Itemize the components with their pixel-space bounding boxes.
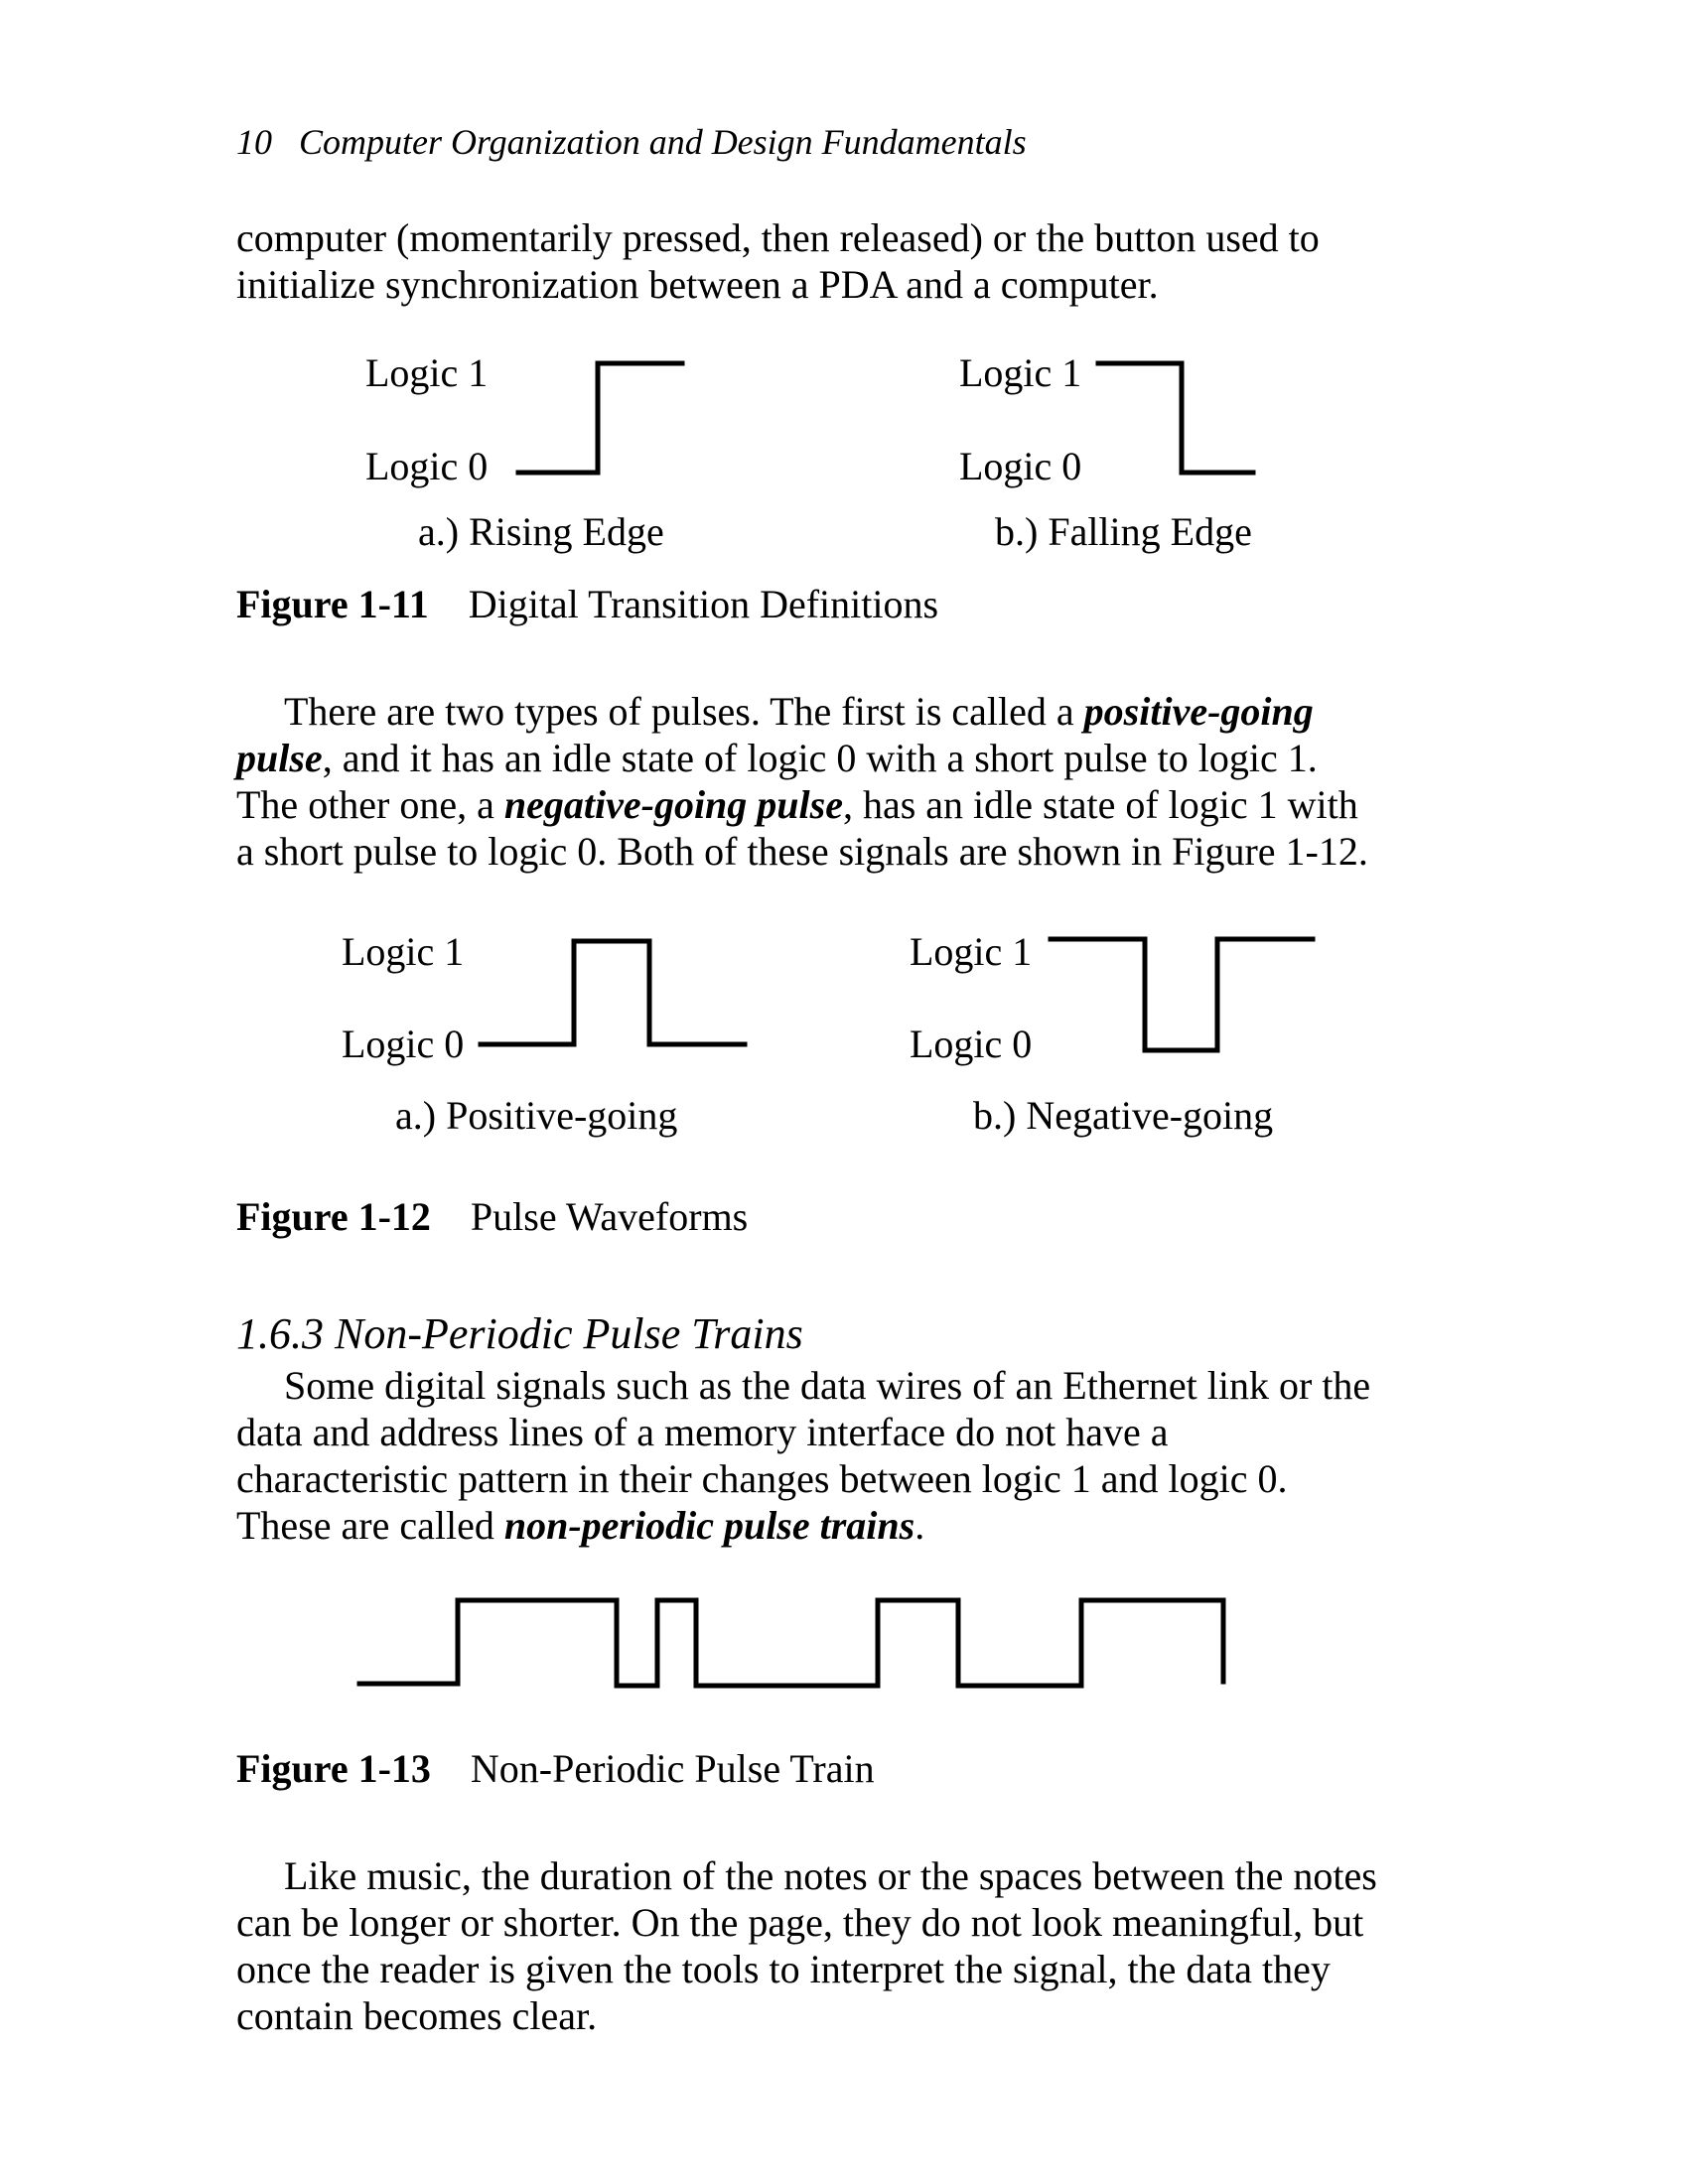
figure-title: Pulse Waveforms [470, 1194, 749, 1239]
negative-logic1-label: Logic 1 [910, 929, 1033, 974]
text-line: Some digital signals such as the data wires of an Ethernet link or the [284, 1363, 1371, 1408]
falling-logic0-label: Logic 0 [959, 444, 1082, 488]
negative-logic0-label: Logic 0 [910, 1022, 1033, 1066]
falling-logic1-label: Logic 1 [959, 350, 1082, 395]
running-title: Computer Organization and Design Fundamentals [299, 122, 1027, 162]
figure-1-13-caption [236, 1745, 875, 1792]
text-line: contain becomes clear. [236, 1993, 598, 2038]
rising-logic0-label: Logic 0 [365, 444, 489, 488]
non-periodic-pulse-train-waveform [359, 1600, 1223, 1686]
term-pulse: pulse [236, 736, 323, 780]
text-line: characteristic pattern in their changes between logic 1 and logic 0. [236, 1456, 1288, 1501]
figure-number: Figure 1-11 [236, 582, 429, 626]
text-line: data and address lines of a memory interface do not have a [236, 1410, 1169, 1454]
page-number: 10 [236, 122, 272, 162]
text-run: There are two types of pulses. The first is called a [284, 689, 1084, 734]
term-positive-going: positive-going [1083, 689, 1314, 734]
rising-edge-caption: a.) Rising Edge [418, 509, 664, 554]
text-run: . [914, 1503, 925, 1548]
closing-paragraph [236, 1852, 1448, 2039]
figure-number: Figure 1-13 [236, 1746, 431, 1791]
term-negative-going-pulse: negative-going pulse [503, 782, 843, 827]
rising-logic1-label: Logic 1 [365, 350, 489, 395]
figure-number: Figure 1-12 [236, 1194, 431, 1239]
text-line: Like music, the duration of the notes or the spaces between the notes [284, 1853, 1377, 1898]
text-line: once the reader is given the tools to interpret the signal, the data they [236, 1947, 1331, 1991]
figure-title: Digital Transition Definitions [468, 582, 939, 626]
text-line: a short pulse to logic 0. Both of these signals are shown in Figure 1-12. [236, 829, 1368, 874]
text-run: These are called [236, 1503, 504, 1548]
negative-going-caption: b.) Negative-going [973, 1093, 1274, 1138]
text-run: , has an idle state of logic 1 with [842, 782, 1358, 827]
text-run: , and it has an idle state of logic 0 with a short pulse to logic 1. [322, 736, 1318, 780]
positive-logic0-label: Logic 0 [342, 1022, 465, 1066]
falling-edge-caption: b.) Falling Edge [995, 509, 1252, 554]
term-non-periodic-pulse-trains: non-periodic pulse trains [503, 1503, 915, 1548]
positive-logic1-label: Logic 1 [342, 929, 465, 974]
positive-going-caption: a.) Positive-going [395, 1093, 678, 1138]
text-line: computer (momentarily pressed, then released) or the button used to [236, 215, 1320, 260]
text-run: The other one, a [236, 782, 504, 827]
text-line: can be longer or shorter. On the page, they do not look meaningful, but [236, 1900, 1364, 1945]
text-line: initialize synchronization between a PDA and a computer. [236, 262, 1159, 307]
section-heading: 1.6.3 Non-Periodic Pulse Trains [236, 1309, 803, 1358]
figure-title: Non-Periodic Pulse Train [470, 1746, 875, 1791]
